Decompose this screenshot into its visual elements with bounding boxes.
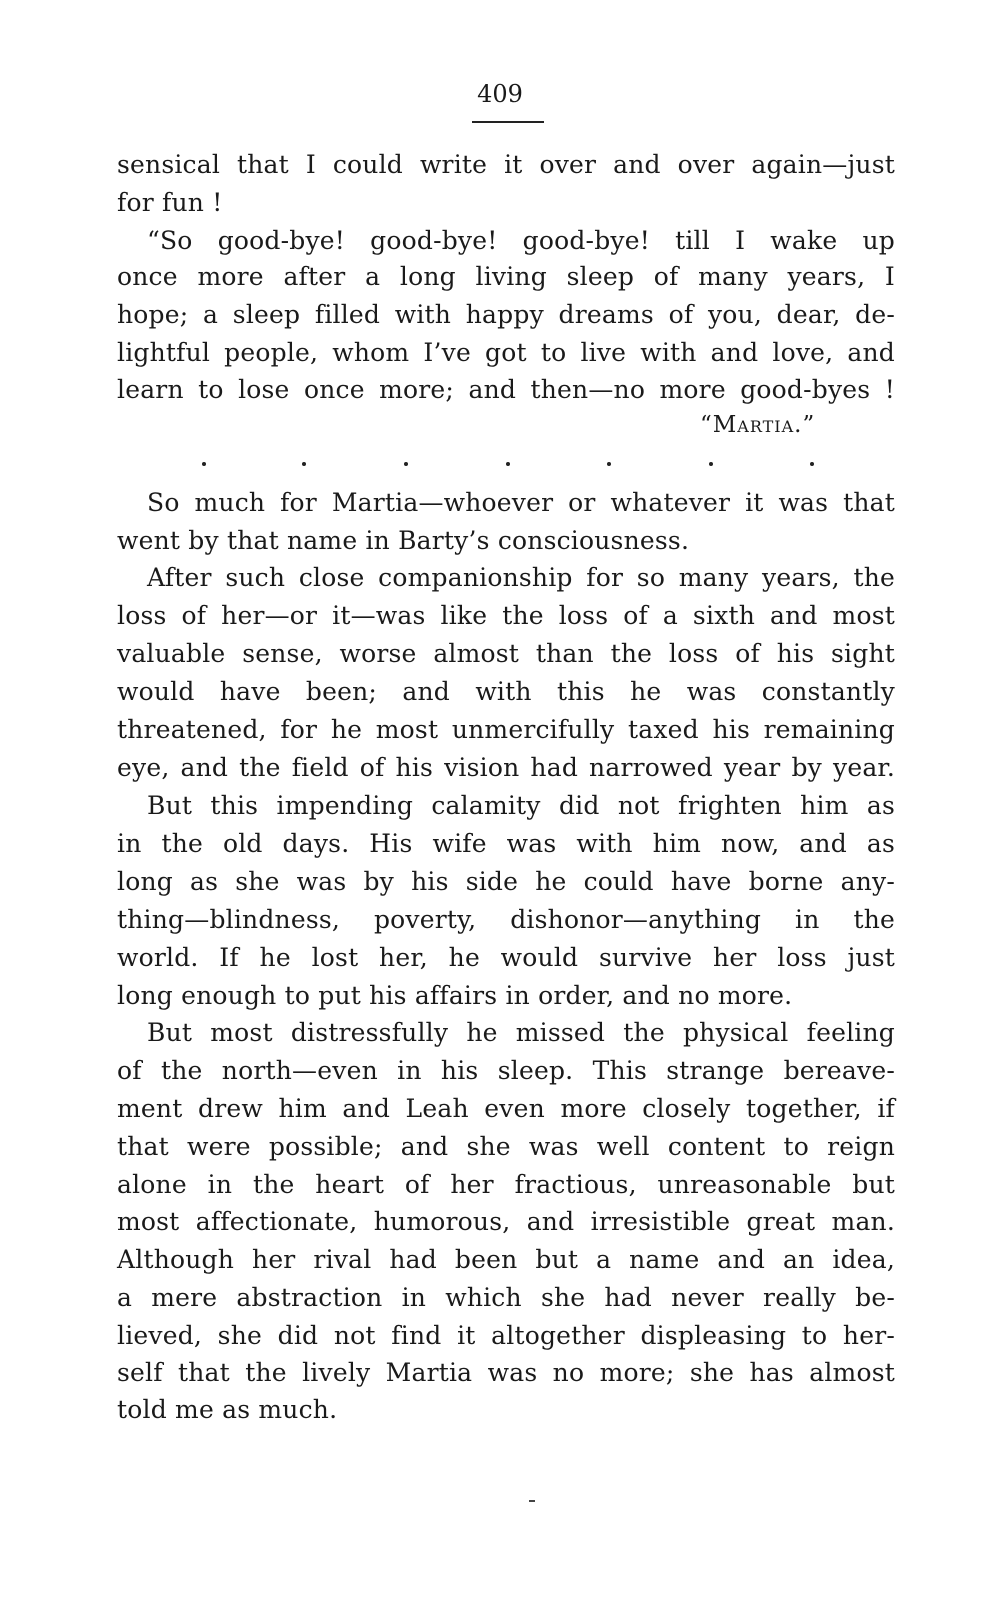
text-line: Although her rival had been but a name and an idea, xyxy=(117,1245,895,1274)
text-line: for fun ! xyxy=(117,188,223,217)
text-line: But this impending calamity did not frighten him as xyxy=(147,791,895,820)
ellipsis-dot xyxy=(607,462,611,466)
text-line: sensical that I could write it over and over again—just xyxy=(117,150,895,179)
text-line: But most distressfully he missed the physical feeling xyxy=(147,1018,895,1047)
signature: “Martia.” xyxy=(700,412,816,438)
text-line: went by that name in Barty’s consciousness. xyxy=(117,526,690,555)
text-line: of the north—even in his sleep. This strange bereave- xyxy=(117,1056,895,1085)
text-line: long as she was by his side he could have borne any- xyxy=(117,867,895,896)
text-line: long enough to put his affairs in order, and no more. xyxy=(117,981,793,1010)
text-line: a mere abstraction in which she had never really be- xyxy=(117,1283,895,1312)
printer-mark xyxy=(529,1500,535,1502)
ellipsis-dot xyxy=(709,462,713,466)
text-line: threatened, for he most unmercifully taxed his remaining xyxy=(117,715,895,744)
text-line: thing—blindness, poverty, dishonor—anything in the xyxy=(117,905,895,934)
page-number: 409 xyxy=(477,80,523,108)
text-line: would have been; and with this he was constantly xyxy=(117,677,895,706)
ellipsis-dot xyxy=(506,462,510,466)
ellipsis-dot xyxy=(302,462,306,466)
ellipsis-dot xyxy=(202,462,206,466)
text-line: So much for Martia—whoever or whatever it was that xyxy=(147,488,895,517)
text-line: that were possible; and she was well content to reign xyxy=(117,1132,895,1161)
text-line: once more after a long living sleep of many years, I xyxy=(117,262,895,291)
text-line: “So good-bye! good-bye! good-bye! till I wake up xyxy=(147,226,895,255)
text-line: told me as much. xyxy=(117,1395,338,1424)
text-line: self that the lively Martia was no more; she has almost xyxy=(117,1358,895,1387)
text-line: world. If he lost her, he would survive her loss just xyxy=(117,943,895,972)
text-line: lieved, she did not find it altogether displeasing to her- xyxy=(117,1321,895,1350)
text-line: lightful people, whom I’ve got to live with and love, and xyxy=(117,338,895,367)
ellipsis-dot xyxy=(810,462,814,466)
text-line: loss of her—or it—was like the loss of a sixth and most xyxy=(117,601,895,630)
text-line: After such close companionship for so many years, the xyxy=(147,563,895,592)
text-line: hope; a sleep filled with happy dreams of you, dear, de- xyxy=(117,300,895,329)
text-line: most affectionate, humorous, and irresistible great man. xyxy=(117,1207,895,1236)
header-rule xyxy=(472,121,544,123)
text-line: eye, and the field of his vision had narrowed year by year. xyxy=(117,753,895,782)
text-line: valuable sense, worse almost than the loss of his sight xyxy=(117,639,895,668)
text-line: learn to lose once more; and then—no more good-byes ! xyxy=(117,375,895,404)
text-line: alone in the heart of her fractious, unreasonable but xyxy=(117,1170,895,1199)
text-line: ment drew him and Leah even more closely together, if xyxy=(117,1094,895,1123)
ellipsis-dot xyxy=(404,462,408,466)
text-line: in the old days. His wife was with him now, and as xyxy=(117,829,895,858)
